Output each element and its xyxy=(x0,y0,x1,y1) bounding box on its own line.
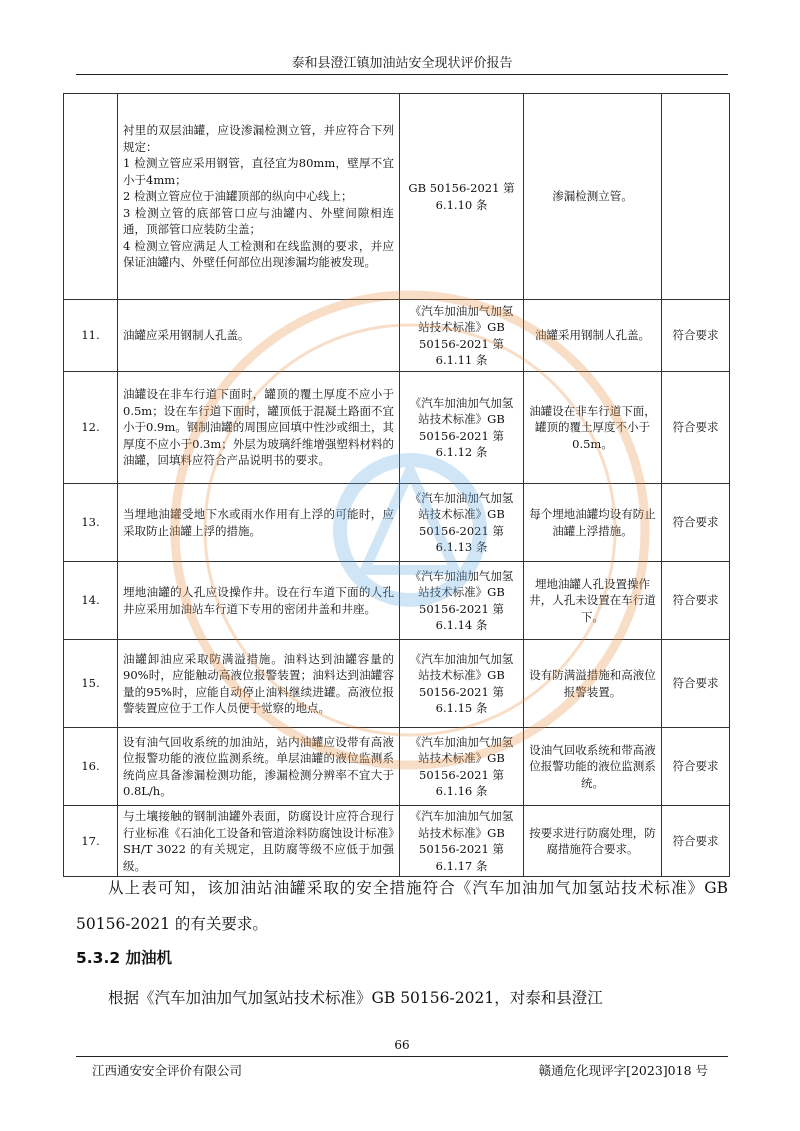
conclusion-cell: 符合要求 xyxy=(662,372,730,484)
table-row xyxy=(64,640,730,728)
requirement-line: 埋地油罐的人孔应设操作井。设在行车道下面的人孔井应采用加油站车行道下专用的密闭井盖和井座。 xyxy=(123,585,394,616)
footer-rule xyxy=(76,1056,728,1057)
section-heading: 5.3.2 加油机 xyxy=(76,949,173,967)
basis-cell: 《汽车加油加气加氢站技术标准》GB 50156-2021 第 6.1.17 条 xyxy=(400,806,524,877)
row-number: 16. xyxy=(64,728,118,806)
requirement-line: 4 检测立管应满足人工检测和在线监测的要求，并应保证油罐内、外壁任何部位出现渗漏均能被发现。 xyxy=(123,238,394,270)
requirement-cell xyxy=(118,300,400,372)
row-number: 17. xyxy=(64,806,118,877)
row-number xyxy=(64,94,118,300)
page-header-title: 泰和县澄江镇加油站安全现状评价报告 xyxy=(291,56,513,71)
intro-paragraph: 根据《汽车加油加气加氢站技术标准》GB 50156-2021，对泰和县澄江 xyxy=(108,989,603,1007)
evaluation-table-body xyxy=(64,94,730,877)
basis-cell: 《汽车加油加气加氢站技术标准》GB 50156-2021 第 6.1.13 条 xyxy=(400,484,524,562)
requirement-cell xyxy=(118,94,400,300)
evaluation-table xyxy=(63,93,730,877)
requirement-cell xyxy=(118,484,400,562)
requirement-line: 1 检测立管应采用钢管，直径宜为80mm，壁厚不宜小于4mm； xyxy=(123,156,394,187)
page-number: 66 xyxy=(394,1038,410,1052)
conclusion-cell: 符合要求 xyxy=(662,300,730,372)
footer-doc-number: 赣通危化现评字[2023]018 号 xyxy=(538,1063,708,1078)
basis-cell: 《汽车加油加气加氢站技术标准》GB 50156-2021 第 6.1.12 条 xyxy=(400,372,524,484)
basis-cell: 《汽车加油加气加氢站技术标准》GB 50156-2021 第 6.1.15 条 xyxy=(400,640,524,728)
table-row xyxy=(64,562,730,640)
row-number: 15. xyxy=(64,640,118,728)
requirement-cell xyxy=(118,806,400,877)
table-row xyxy=(64,372,730,484)
requirement-line: 油罐应采用钢制人孔盖。 xyxy=(123,328,250,343)
requirement-cell xyxy=(118,562,400,640)
conclusion-cell xyxy=(662,94,730,300)
table-row xyxy=(64,484,730,562)
requirement-line: 设有油气回收系统的加油站，站内油罐应设带有高液位报警功能的液位监测系统。单层油罐的液位监测系统尚应具备渗漏检测功能，渗漏检测分辨率不宜大于0.8L/h。 xyxy=(123,734,394,798)
actual-status-cell: 埋地油罐人孔设置操作井，人孔未设置在车行道下。 xyxy=(524,562,662,640)
header-rule xyxy=(76,74,728,75)
basis-cell: GB 50156-2021 第 6.1.10 条 xyxy=(400,94,524,300)
conclusion-cell: 符合要求 xyxy=(662,562,730,640)
requirement-cell xyxy=(118,640,400,728)
requirement-cell xyxy=(118,372,400,484)
actual-status-cell: 渗漏检测立管。 xyxy=(524,94,662,300)
row-number: 13. xyxy=(64,484,118,562)
conclusion-cell: 符合要求 xyxy=(662,806,730,877)
table-row xyxy=(64,728,730,806)
conclusion-cell: 符合要求 xyxy=(662,640,730,728)
basis-cell: 《汽车加油加气加氢站技术标准》GB 50156-2021 第 6.1.11 条 xyxy=(400,300,524,372)
row-number: 12. xyxy=(64,372,118,484)
basis-cell: 《汽车加油加气加氢站技术标准》GB 50156-2021 第 6.1.14 条 xyxy=(400,562,524,640)
row-number: 14. xyxy=(64,562,118,640)
conclusion-cell: 符合要求 xyxy=(662,484,730,562)
actual-status-cell: 油罐采用钢制人孔盖。 xyxy=(524,300,662,372)
requirement-line: 油罐卸油应采取防满溢措施。油料达到油罐容量的90%时，应能触动高液位报警装置；油料达到油罐容量的95%时，应能自动停止油料继续进罐。高液位报警装置应位于工作人员便于觉察的地点。 xyxy=(123,651,394,715)
conclusion-paragraph: 从上表可知，该加油站油罐采取的安全措施符合《汽车加油加气加氢站技术标准》GB 50156-2021 的有关要求。 xyxy=(76,879,728,933)
actual-status-cell: 每个埋地油罐均设有防止油罐上浮措施。 xyxy=(524,484,662,562)
actual-status-cell: 按要求进行防腐处理，防腐措施符合要求。 xyxy=(524,806,662,877)
actual-status-cell: 油罐设在非车行道下面，罐顶的覆土厚度不小于0.5m。 xyxy=(524,372,662,484)
actual-status-cell: 设有防满溢措施和高液位报警装置。 xyxy=(524,640,662,728)
requirement-line: 3 检测立管的底部管口应与油罐内、外壁间隙相连通，顶部管口应装防尘盖； xyxy=(123,205,394,237)
row-number: 11. xyxy=(64,300,118,372)
table-row xyxy=(64,300,730,372)
actual-status-cell: 设油气回收系统和带高液位报警功能的液位监测系统。 xyxy=(524,728,662,806)
requirement-line: 衬里的双层油罐，应设渗漏检测立管，并应符合下列规定： xyxy=(123,123,394,154)
requirement-line: 2 检测立管应位于油罐顶部的纵向中心线上； xyxy=(123,189,353,204)
footer-company: 江西通安安全评价有限公司 xyxy=(92,1063,243,1078)
requirement-line: 油罐设在非车行道下面时，罐顶的覆土厚度不应小于0.5m；设在车行道下面时，罐顶低于混凝土路面不宜小于0.9m。钢制油罐的周围应回填中性沙或细土，其厚度不应小于0.3m；外层为玻璃纤维增强塑料材料的油罐，回填料应符合产品说明书的要求。 xyxy=(123,387,394,468)
table-row xyxy=(64,94,730,300)
requirement-cell xyxy=(118,728,400,806)
table-row xyxy=(64,806,730,877)
conclusion-cell: 符合要求 xyxy=(662,728,730,806)
basis-cell: 《汽车加油加气加氢站技术标准》GB 50156-2021 第 6.1.16 条 xyxy=(400,728,524,806)
requirement-line: 与土壤接触的钢制油罐外表面，防腐设计应符合现行行业标准《石油化工设备和管道涂料防腐蚀设计标准》SH/T 3022 的有关规定，且防腐等级不应低于加强级。 xyxy=(123,809,394,873)
requirement-line: 当埋地油罐受地下水或雨水作用有上浮的可能时，应采取防止油罐上浮的措施。 xyxy=(123,507,394,538)
